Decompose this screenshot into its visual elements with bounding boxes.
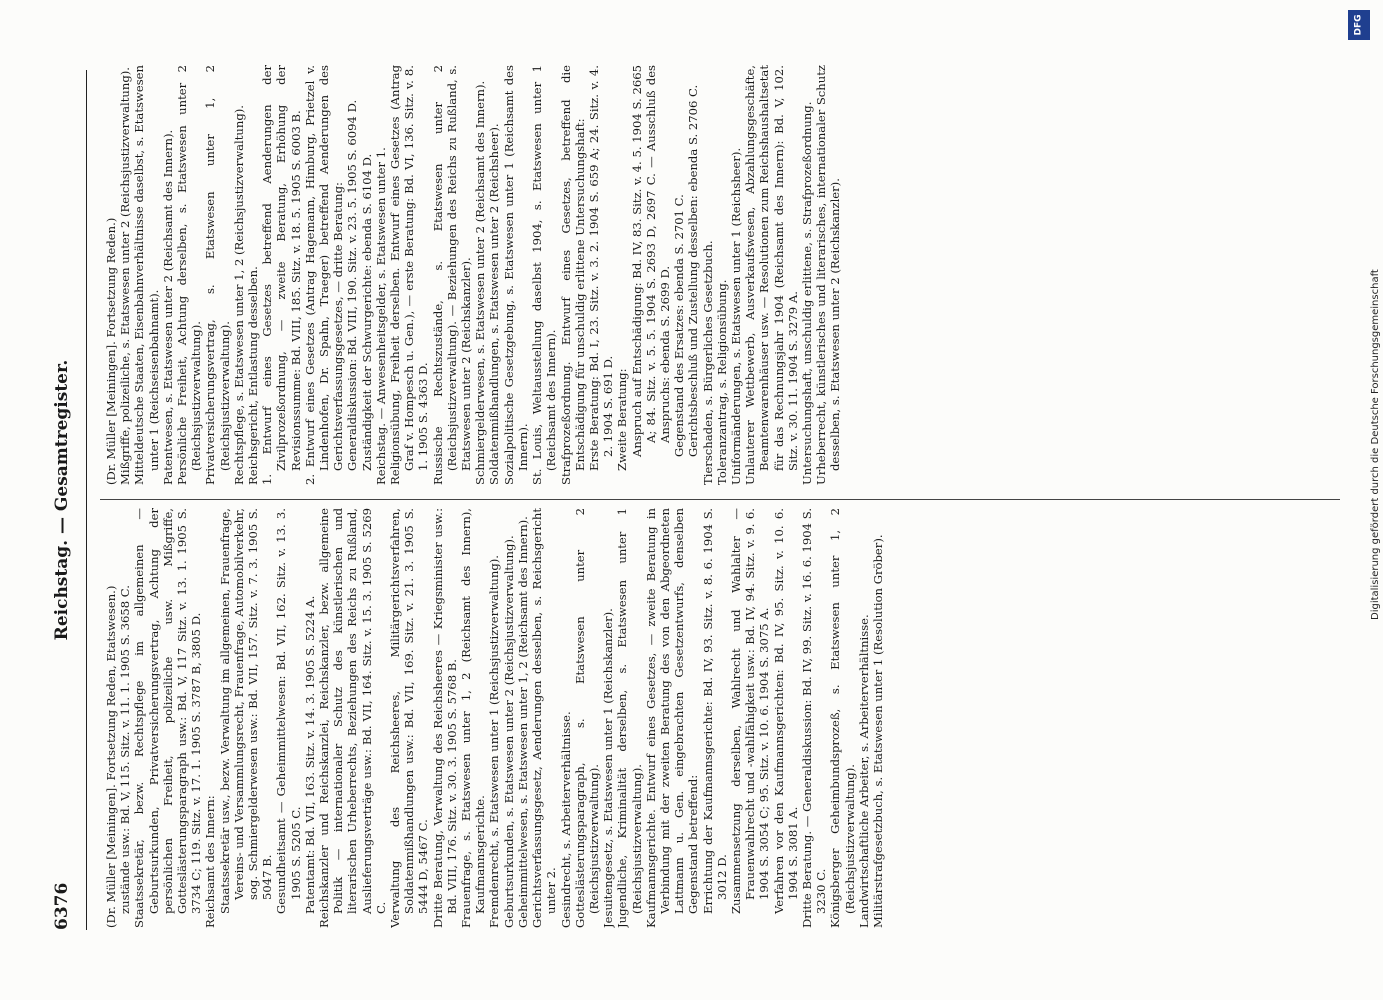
index-entry: Errichtung der Kaufmannsgerichte: Bd. IV, 93. Sitz. v. 8. 6. 1904 S. 3012 D.	[700, 508, 729, 914]
index-entry: Reichsgericht, Entlastung desselben.	[246, 266, 261, 485]
column-divider	[100, 499, 1340, 500]
index-entry: Patentwesen, s. Etatswesen unter 2 (Reichsamt des Innern).	[160, 129, 175, 485]
index-entry: Persönliche Freiheit, Achtung derselben, s. Etatswesen unter 2 (Reichsjustizverwaltung).	[175, 65, 204, 485]
index-entry: Gegenstand des Ersatzes: ebenda S. 2701 C.	[672, 194, 687, 457]
index-entry: Patentamt: Bd. VII, 163. Sitz. v. 14. 3. 1905 S. 5224 A.	[302, 595, 317, 914]
index-entry: Toleranzantrag, s. Religionsübung.	[714, 279, 729, 485]
index-entry: Soldatenmißhandlungen, s. Etatswesen unter 2 (Reichsheer).	[487, 123, 502, 485]
dfg-logo: DFG	[1348, 10, 1370, 40]
index-entry: St. Louis, Weltausstellung daselbst 1904, s. Etatswesen unter 1 (Reichsamt des Innern).	[530, 65, 559, 485]
index-entry: Zuständigkeit der Schwurgerichte: ebenda S. 6104 D.	[359, 153, 374, 471]
index-entry: Geburtsurkunden, s. Etatswesen unter 2 (Reichsjustizverwaltung).	[501, 535, 516, 928]
index-entry: Mitteldeutsche Staaten, Eisenbahnverhältnisse daselbst, s. Etatswesen unter 1 (Reichseisenbahnamt).	[132, 65, 161, 485]
index-entry: Kaufmannsgerichte. Entwurf eines Gesetzes, — zweite Beratung in Verbindung mit der zweiten Beratung des von den Abgeordneten Lattmann u. Gen. eingebrachten Gesetzentwurfs, denselben Gegenstand betreffend:	[643, 508, 701, 928]
index-entry: Uniformänderungen, s. Etatswesen unter 1 (Reichsheer).	[728, 147, 743, 485]
index-entry: Staatssekretär usw., bezw. Verwaltung im allgemeinen, Frauenfrage, Vereins- und Versammlungsrecht, Frauenfrage, Automobilverkehr, sog. Schmiergelderwesen usw.: Bd. VII, 157. Sitz. v. 7. 3. 1905 S. 5047 B.	[217, 508, 275, 914]
index-entry: Untersuchungshaft, unschuldig erlittene, s. Strafprozeßordnung.	[799, 101, 814, 485]
index-entry: Dritte Beratung, Verwaltung des Reichsheeres — Kriegsminister usw.: Bd. VIII, 176. Sitz. v. 30. 3. 1905 S. 5768 B.	[430, 508, 459, 928]
index-entry: Religionsübung, Freiheit derselben. Entwurf eines Gesetzes (Antrag Graf v. Hompesch u. Gen.), — erste Beratung: Bd. VI, 136. Sitz. v. 8. 1. 1905 S. 4363 D.	[388, 65, 431, 485]
index-entry: Tierschaden, s. Bürgerliches Gesetzbuch.	[700, 240, 715, 485]
index-entry: Sozialpolitische Gesetzgebung, s. Etatswesen unter 1 (Reichsamt des Innern).	[501, 65, 530, 485]
digitization-note-text: Digitalisierung gefördert durch die Deutsche Forschungsgemeinschaft	[1370, 269, 1381, 620]
index-entry: Mißgriffe, polizeiliche, s. Etatswesen unter 2 (Reichsjustizverwaltung).	[118, 67, 133, 485]
index-entry: Gesindrecht, s. Arbeiterverhältnisse.	[558, 711, 573, 928]
index-entry: 1. Entwurf eines Gesetzes betreffend Aenderungen der Zivilprozeßordnung, — zweite Beratung, Erhöhung der Revisionssumme: Bd. VIII, 185. Sitz. v. 18. 5. 1905 S. 6003 B.	[260, 65, 303, 485]
index-entry: Jesuitengesetz, s. Etatswesen unter 1 (Reichskanzler).	[601, 608, 616, 928]
index-entry: Reichskanzler und Reichskanzlei, Reichskanzler, bezw. allgemeine Politik — internationaler Schutz des künstlerischen und literarischen Urheberrechts, Beziehungen des Reichs zu Rußland, Auslieferungsverträge usw.: Bd. VII, 164. Sitz. v. 15. 3. 1905 S. 5269 C.	[317, 508, 388, 928]
index-entry: Gesundheitsamt — Geheimmittelwesen: Bd. VII, 162. Sitz. v. 13. 3. 1905 S. 5205 C.	[274, 508, 303, 914]
left-column	[104, 508, 1334, 928]
index-entry: Gerichtsbeschluß und Zustellung desselben: ebenda S. 2706 C.	[686, 84, 701, 457]
index-entry: Reichstag. — Anwesenheitsgelder, s. Etatswesen unter 1.	[373, 147, 388, 485]
index-entry: Generaldiskussion: Bd. VIII, 190. Sitz. v. 23. 5. 1905 S. 6094 D.	[345, 99, 360, 471]
right-column-intro: (Dr. Müller [Meiningen]. Fortsetzung Reden.)	[104, 217, 118, 485]
left-column-intro: (Dr. Müller [Meiningen]. Fortsetzung Reden, Etatswesen.)	[104, 585, 118, 928]
right-column	[104, 65, 1334, 485]
index-entry: Fremdenrecht, s. Etatswesen unter 1 (Reichsjustizverwaltung).	[487, 555, 502, 928]
index-entry: Jugendliche, Kriminalität derselben, s. Etatswesen unter 1 (Reichsjustizverwaltung).	[615, 508, 644, 928]
index-entry: Gerichtsverfassungsgesetz, Aenderungen desselben, s. Reichsgericht unter 2.	[530, 508, 559, 928]
index-entry: Verwaltung des Reichsheeres, Militärgerichtsverfahren, Soldatenmißhandlungen usw.: Bd. VII, 169. Sitz. v. 21. 3. 1905 S. 5444 D, 5467 C.	[388, 508, 431, 928]
index-entry: Zusammensetzung derselben, Wahlrecht und Wahlalter — Frauenwahlrecht und -wahlfähigkeit usw.: Bd. IV, 94. Sitz. v. 9. 6. 1904 S. 3054 C; 95. Sitz. v. 10. 6. 1904 S. 3075 A.	[728, 508, 772, 914]
index-entry: Strafprozeßordnung. Entwurf eines Gesetzes, betreffend die Entschädigung für unschuldig erlittene Untersuchungshaft:	[558, 65, 587, 485]
index-entry: Reichsamt des Innern:	[203, 795, 218, 928]
index-entry: Unlauterer Wettbewerb, Ausverkaufswesen, Abzahlungsgeschäfte, Beamtenwarenhäuser usw. — Resolutionen zum Reichshaushaltsetat für das Rechnungsjahr 1904 (Reichsamt des Innern): Bd. V, 102. Sitz. v. 30. 11. 1904 S. 3279 A.	[743, 65, 800, 485]
index-entry: Schmiergelderwesen, s. Etatswesen unter 2 (Reichsamt des Innern).	[473, 80, 488, 485]
index-entry: Militärstrafgesetzbuch, s. Etatswesen unter 1 (Resolution Gröber).	[870, 534, 885, 928]
index-entry: Dritte Beratung. — Generaldiskussion: Bd. IV, 99. Sitz. v. 16. 6. 1904 S. 3230 C.	[799, 508, 829, 928]
page-header	[52, 70, 78, 930]
index-entry: Staatssekretär, bezw. Rechtspflege im allgemeinen — Geburtsurkunden, Privatversicherungsvertrag, Achtung der persönlichen Freiheit, polizeiliche usw. Mißgriffe, Gotteslästerungsparagraph usw.: Bd. V, 117 Sitz. v. 13. 1. 1905 S. 3734 C; 119. Sitz. v. 17. 1. 1905 S. 3787 B, 3805 D.	[132, 508, 204, 928]
index-entry: Verfahren vor den Kaufmannsgerichten: Bd. IV, 95. Sitz. v. 10. 6. 1904 S. 3081 A.	[771, 508, 800, 914]
index-entry: Rechtspflege, s. Etatswesen unter 1, 2 (Reichsjustizverwaltung).	[231, 105, 246, 485]
index-entry: Landwirtschaftliche Arbeiter, s. Arbeiterverhältnisse.	[856, 614, 871, 928]
index-entry: zuständе usw.: Bd. V, 115. Sitz. v. 11. 1. 1905 S. 3658 C.	[118, 585, 133, 914]
index-entry: Anspruch auf Entschädigung: Bd. IV, 83. Sitz. v. 4. 5. 1904 S. 2665 A; 84. Sitz. v. 5. 5. 1904 S. 2693 D, 2697 C. — Ausschluß des Anspruchs: ebenda S. 2699 D.	[629, 65, 672, 457]
digitization-sidenote	[1346, 10, 1381, 990]
running-title: Reichstag. — Gesamtregister.	[52, 359, 72, 641]
left-entries-list	[118, 508, 885, 928]
index-entry: Zweite Beratung:	[615, 368, 630, 471]
right-entries-list	[118, 65, 842, 485]
index-entry: Privatversicherungsvertrag, s. Etatswesen unter 1, 2 (Reichsjustizverwaltung).	[203, 65, 232, 485]
header-rule	[86, 70, 87, 930]
index-entry: Urheberrecht, künstlerisches und literarisches, internationaler Schutz desselben, s. Etatswesen unter 2 (Reichskanzler).	[814, 65, 843, 485]
page-number: 6376	[52, 882, 72, 930]
index-entry: Russische Rechtszustände, s. Etatswesen unter 2 (Reichsjustizverwaltung). — Beziehungen des Reichs zu Rußland, s. Etatswesen unter 2 (Reichskanzler).	[430, 65, 474, 485]
index-entry: Erste Beratung: Bd. I, 23. Sitz. v. 3. 2. 1904 S. 659 A; 24. Sitz. v. 4. 2. 1904 S. 691 D.	[586, 65, 616, 471]
index-entry: Geheimmittelwesen, s. Etatswesen unter 1, 2 (Reichsamt des Innern).	[515, 516, 530, 928]
index-entry: Frauenfrage, s. Etatswesen unter 1, 2 (Reichsamt des Innern), Kaufmannsgerichte.	[459, 508, 488, 928]
index-entry: Gotteslästerungsparagraph, s. Etatswesen unter 2 (Reichsjustizverwaltung).	[572, 508, 601, 928]
index-entry: 2. Entwurf eines Gesetzes (Antrag Hagemann, Himburg, Prietzel v. Lindenhofen, Dr. Spahn, Traeger) betreffend Aenderungen des Gerichtsverfassungsgesetzes, — dritte Beratung:	[302, 65, 346, 485]
index-entry: Königsberger Geheimbundsprozeß, s. Etatswesen unter 1, 2 (Reichsjustizverwaltung).	[828, 508, 857, 928]
